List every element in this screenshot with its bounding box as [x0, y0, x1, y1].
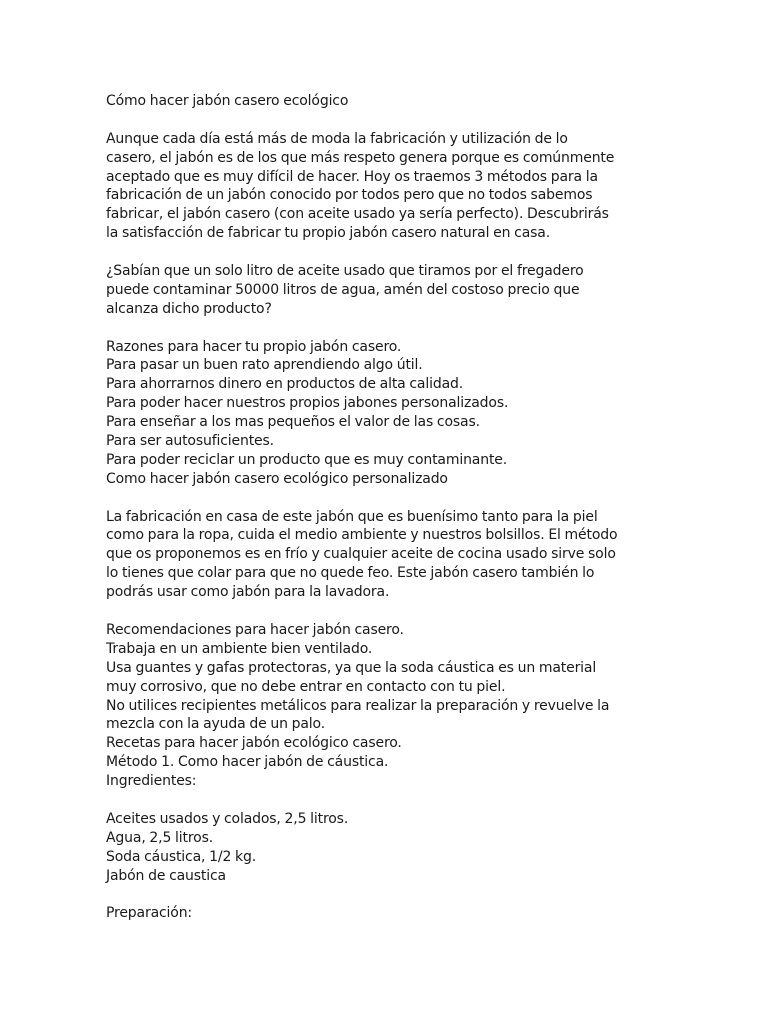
document-title: Cómo hacer jabón casero ecológico — [106, 93, 349, 109]
list-item: Para pasar un buen rato aprendiendo algo útil. — [106, 357, 423, 374]
list-item: Para ahorrarnos dinero en productos de alta calidad. — [106, 376, 464, 393]
paragraph-gap — [106, 489, 666, 508]
ingredient-item: Jabón de caustica — [106, 867, 226, 884]
list-item: Para poder reciclar un producto que es muy contaminante. — [106, 451, 508, 468]
text-line: Aunque cada día está más de moda la fabricación y utilización de lo — [106, 130, 568, 147]
list-item: Para enseñar a los mas pequeños el valor de las cosas. — [106, 414, 480, 431]
list-item: Para ser autosuficientes. — [106, 433, 274, 450]
ingredient-item: Agua, 2,5 litros. — [106, 829, 214, 846]
preparation-heading: Preparación: — [106, 905, 193, 922]
ingredients-list — [106, 810, 666, 886]
text-line: como para la ropa, cuida el medio ambiente y nuestros bolsillos. El método — [106, 527, 618, 544]
text-line: podrás usar como jabón para la lavadora. — [106, 584, 390, 601]
text-line: muy corrosivo, que no debe entrar en contacto con tu piel. — [106, 678, 506, 695]
text-line: lo tienes que colar para que no quede feo. Este jabón casero también lo — [106, 565, 595, 582]
recommendations-section — [106, 621, 666, 791]
paragraph-gap — [106, 319, 666, 338]
reasons-heading: Razones para hacer tu propio jabón casero. — [106, 338, 402, 355]
text-line: casero, el jabón es de los que más respeto genera porque es comúnmente — [106, 149, 615, 166]
text-line: La fabricación en casa de este jabón que es buenísimo tanto para la piel — [106, 508, 598, 525]
text-line: que os proponemos es en frío y cualquier aceite de cocina usado sirve solo — [106, 546, 616, 563]
list-item: Para poder hacer nuestros propios jabones personalizados. — [106, 395, 509, 412]
reasons-list — [106, 338, 666, 489]
text-line: mezcla con la ayuda de un palo. — [106, 716, 325, 733]
ingredients-heading: Ingredientes: — [106, 773, 197, 790]
text-line: fabricar, el jabón casero (con aceite usado ya sería perfecto). Descubrirás — [106, 206, 609, 223]
text-line: Trabaja en un ambiente bien ventilado. — [106, 640, 373, 657]
text-line: fabricación de un jabón conocido por todos pero que no todos sabemos — [106, 187, 593, 204]
intro-paragraph — [106, 130, 666, 243]
text-line: No utilices recipientes metálicos para realizar la preparación y revuelve la — [106, 697, 610, 714]
question-paragraph — [106, 262, 666, 319]
document-body — [106, 92, 666, 923]
fabrication-paragraph — [106, 508, 666, 602]
paragraph-gap — [106, 791, 666, 810]
paragraph-gap — [106, 111, 666, 130]
paragraph-gap — [106, 602, 666, 621]
text-line: aceptado que es muy difícil de hacer. Hoy os traemos 3 métodos para la — [106, 168, 598, 185]
paragraph-gap — [106, 885, 666, 904]
method-heading: Método 1. Como hacer jabón de cáustica. — [106, 754, 389, 771]
ingredient-item: Soda cáustica, 1/2 kg. — [106, 848, 256, 865]
text-line: puede contaminar 50000 litros de agua, amén del costoso precio que — [106, 281, 580, 298]
recipes-heading: Recetas para hacer jabón ecológico casero. — [106, 735, 402, 752]
section-heading: Como hacer jabón casero ecológico personalizado — [106, 470, 448, 487]
recommendations-heading: Recomendaciones para hacer jabón casero. — [106, 621, 404, 638]
text-line: Usa guantes y gafas protectoras, ya que la soda cáustica es un material — [106, 659, 597, 676]
text-line: ¿Sabían que un solo litro de aceite usado que tiramos por el fregadero — [106, 263, 584, 280]
paragraph-gap — [106, 243, 666, 262]
text-line: alcanza dicho producto? — [106, 300, 272, 317]
ingredient-item: Aceites usados y colados, 2,5 litros. — [106, 810, 349, 827]
text-line: la satisfacción de fabricar tu propio jabón casero natural en casa. — [106, 225, 550, 242]
